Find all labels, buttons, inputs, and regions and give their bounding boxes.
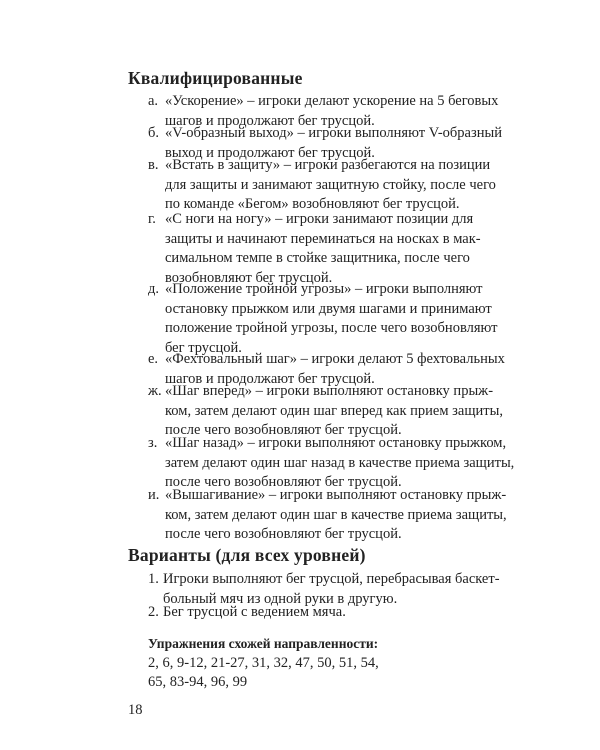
similar-exercises-line: 65, 83-94, 96, 99 <box>148 674 248 690</box>
item-line: симальном темпе в стойке защитника, после чего <box>165 250 470 266</box>
item-label: ж. <box>148 383 162 399</box>
item-line: положение тройной угрозы, после чего возобновляют <box>165 320 498 336</box>
list-item-i <box>148 486 507 545</box>
list-item-v <box>148 156 500 215</box>
item-label: б. <box>148 125 160 141</box>
item-line: после чего возобновляют бег трусцой. <box>165 526 402 542</box>
item-line: «Положение тройной угрозы» – игроки выполняют <box>165 281 483 297</box>
item-label: е. <box>148 351 159 367</box>
item-label: г. <box>148 211 156 227</box>
item-label: з. <box>148 435 158 451</box>
page-number: 18 <box>128 702 143 718</box>
item-label: а. <box>148 93 159 109</box>
item-line: возобновляют бег трусцой. <box>165 269 333 286</box>
item-line: после чего возобновляют бег трусцой. <box>165 422 402 438</box>
item-line: затем делают один шаг назад в качестве приема защиты, <box>165 454 515 471</box>
item-line: остановку прыжком или двумя шагами и принимают <box>165 300 492 317</box>
item-label: 2. <box>148 604 159 620</box>
item-line: «Фехтовальный шаг» – игроки делают 5 фехтовальных <box>165 351 505 367</box>
item-line: защиты и начинают переминаться на носках в мак- <box>165 230 481 247</box>
item-line: выход и продолжают бег трусцой. <box>165 144 375 161</box>
section-heading-variants: Варианты (для всех уровней) <box>128 545 366 565</box>
list-item-zh <box>148 382 503 441</box>
item-line: ком, затем делают один шаг вперед как прием защиты, <box>165 402 503 419</box>
similar-exercises-title: Упражнения схожей направленности: <box>148 636 379 651</box>
item-line: больный мяч из одной руки в другую. <box>163 590 398 607</box>
item-line: Игроки выполняют бег трусцой, перебрасывая баскет- <box>163 571 500 587</box>
list-item-d <box>148 280 500 358</box>
item-line: «V-образный выход» – игроки выполняют V-образный <box>165 125 502 141</box>
list-item-g <box>148 210 500 288</box>
item-line: «Шаг вперед» – игроки выполняют остановку прыж- <box>165 383 494 399</box>
variant-item-2 <box>148 603 500 623</box>
item-label: 1. <box>148 571 159 587</box>
item-line: после чего возобновляют бег трусцой. <box>165 474 402 490</box>
similar-exercises-line: 2, 6, 9-12, 21-27, 31, 32, 47, 50, 51, 54, <box>148 654 379 671</box>
item-line: бег трусцой. <box>165 339 242 356</box>
item-line: «Вышагивание» – игроки выполняют остановку прыж- <box>165 487 507 503</box>
item-line: «Встать в защиту» – игроки разбегаются на позиции <box>165 157 491 173</box>
item-line: «Шаг назад» – игроки выполняют остановку прыжком, <box>165 435 507 451</box>
item-label: д. <box>148 281 160 297</box>
section-heading-qualified: Квалифицированные <box>128 68 303 88</box>
item-label: и. <box>148 487 160 503</box>
item-label: в. <box>148 157 159 173</box>
item-line: ком, затем делают один шаг в качестве приема защиты, <box>165 506 507 523</box>
item-line: Бег трусцой с ведением мяча. <box>163 604 346 620</box>
item-line: по команде «Бегом» возобновляют бег трусцой. <box>165 196 460 212</box>
item-line: шагов и продолжают бег трусцой. <box>165 112 375 129</box>
similar-exercises <box>148 634 379 693</box>
item-line: «С ноги на ногу» – игроки занимают позиции для <box>165 211 474 227</box>
item-line: шагов и продолжают бег трусцой. <box>165 370 375 387</box>
list-item-z <box>148 434 515 493</box>
item-line: «Ускорение» – игроки делают ускорение на 5 беговых <box>165 93 499 109</box>
item-line: для защиты и занимают защитную стойку, после чего <box>165 176 496 193</box>
